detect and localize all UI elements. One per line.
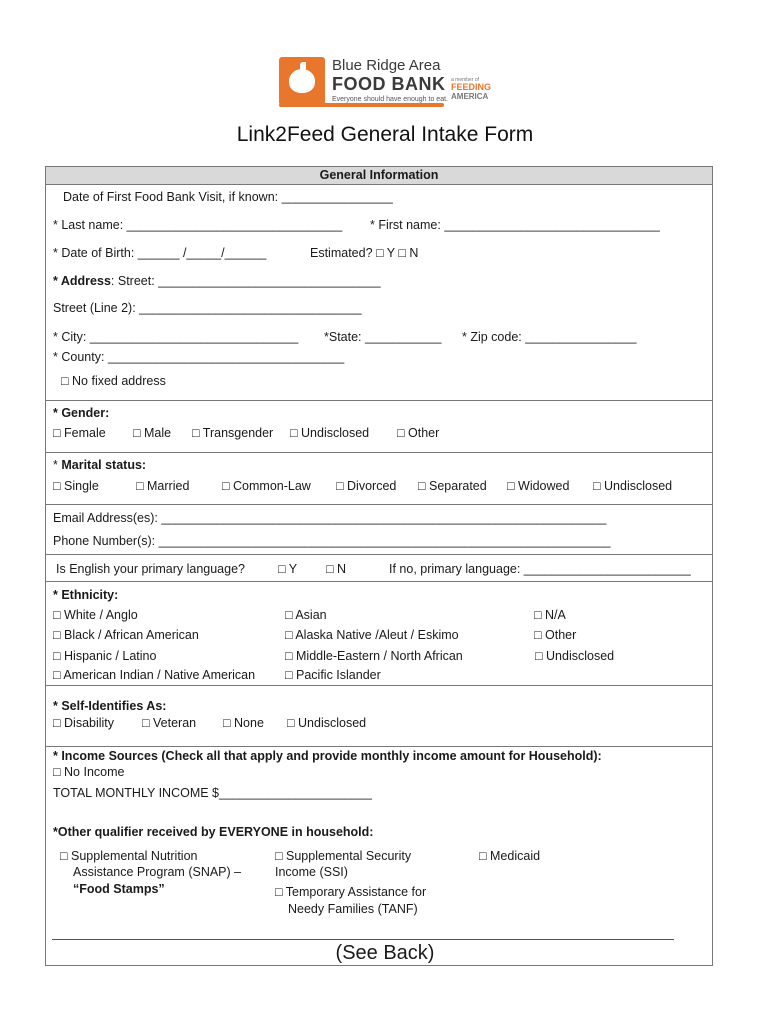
divider — [46, 685, 712, 686]
first-name-field[interactable]: * First name: _______________________________ — [370, 218, 660, 232]
marital-option-separated[interactable]: □ Separated — [418, 479, 487, 493]
ssi-checkbox[interactable]: □ Supplemental Security — [275, 849, 412, 863]
ssi-line2: Income (SSI) — [275, 865, 348, 879]
gender-option-undisclosed[interactable]: □ Undisclosed — [290, 426, 370, 440]
logo-swoosh — [279, 103, 444, 107]
street2-field[interactable]: Street (Line 2): ________________________________ — [53, 301, 362, 315]
divider — [46, 504, 712, 505]
feeding-america-logo: a member of FEEDING AMERICA — [451, 77, 492, 101]
marital-option-divorced[interactable]: □ Divorced — [336, 479, 397, 493]
medicaid-checkbox[interactable]: □ Medicaid — [479, 849, 541, 863]
gender-option-other[interactable]: □ Other — [397, 426, 440, 440]
gender-option-transgender[interactable]: □ Transgender — [192, 426, 274, 440]
dob-field[interactable]: * Date of Birth: ______ /_____/______ — [53, 246, 267, 260]
divider — [46, 452, 712, 453]
zip-field[interactable]: * Zip code: ________________ — [462, 330, 637, 344]
logo-tagline: Everyone should have enough to eat. — [332, 96, 448, 103]
ethnicity-option[interactable]: □ American Indian / Native American — [53, 668, 256, 682]
language-question: Is English your primary language? — [56, 562, 245, 576]
last-name-field[interactable]: * Last name: _______________________________ — [53, 218, 343, 232]
self-identifies-option[interactable]: □ Disability — [53, 716, 115, 730]
income-label: * Income Sources (Check all that apply and provide monthly income amount for Household): — [53, 749, 602, 763]
ethnicity-option[interactable]: □ Hispanic / Latino — [53, 649, 157, 663]
ethnicity-option[interactable]: □ N/A — [534, 608, 566, 622]
address-street-field[interactable]: : Street: ________________________________ — [110, 274, 381, 288]
gender-option-male[interactable]: □ Male — [133, 426, 172, 440]
section-header: General Information — [319, 168, 439, 182]
ethnicity-option[interactable]: □ Undisclosed — [535, 649, 615, 663]
tanf-checkbox[interactable]: □ Temporary Assistance for — [275, 885, 427, 899]
address-label: * Address — [53, 274, 111, 288]
signature-line — [52, 939, 674, 940]
ethnicity-option[interactable]: □ Black / African American — [53, 628, 199, 642]
marital-option-common-law[interactable]: □ Common-Law — [222, 479, 311, 493]
state-field[interactable]: *State: ___________ — [324, 330, 442, 344]
county-field[interactable]: * County: __________________________________ — [53, 350, 345, 364]
ethnicity-option[interactable]: □ Pacific Islander — [285, 668, 381, 682]
ethnicity-option[interactable]: □ Other — [534, 628, 577, 642]
ethnicity-option[interactable]: □ Alaska Native /Aleut / Eskimo — [285, 628, 459, 642]
first-visit-field[interactable]: Date of First Food Bank Visit, if known: ________________ — [63, 190, 393, 204]
address-row[interactable] — [53, 274, 381, 288]
gender-label: * Gender: — [53, 406, 110, 420]
self-identifies-option[interactable]: □ Undisclosed — [287, 716, 367, 730]
ethnicity-option[interactable]: □ Asian — [285, 608, 327, 622]
page-title: Link2Feed General Intake Form — [236, 123, 534, 146]
ethnicity-option[interactable]: □ White / Anglo — [53, 608, 138, 622]
logo-line2: FOOD BANK — [332, 74, 446, 94]
snap-line2: Assistance Program (SNAP) – — [73, 865, 242, 879]
primary-language-field[interactable]: If no, primary language: ________________________ — [389, 562, 691, 576]
marital-option-undisclosed[interactable]: □ Undisclosed — [593, 479, 673, 493]
email-field[interactable]: Email Address(es): ________________________________________________________________ — [53, 511, 607, 525]
phone-field[interactable]: Phone Number(s): _________________________________________________________________ — [53, 534, 611, 548]
apple-icon — [279, 57, 325, 105]
gender-option-female[interactable]: □ Female — [53, 426, 106, 440]
self-identifies-option[interactable]: □ None — [223, 716, 264, 730]
marital-option-single[interactable]: □ Single — [53, 479, 99, 493]
food-bank-logo — [279, 55, 497, 111]
estimated-field[interactable]: Estimated? □ Y □ N — [310, 246, 419, 260]
language-yes-checkbox[interactable]: □ Y — [278, 562, 298, 576]
total-income-field[interactable]: TOTAL MONTHLY INCOME $______________________ — [53, 786, 372, 800]
see-back-text: (See Back) — [335, 942, 435, 964]
snap-line3: “Food Stamps” — [73, 882, 165, 896]
marital-option-married[interactable]: □ Married — [136, 479, 190, 493]
self-identifies-option[interactable]: □ Veteran — [142, 716, 197, 730]
ethnicity-option[interactable]: □ Middle-Eastern / North African — [285, 649, 463, 663]
other-qualifier-label: *Other qualifier received by EVERYONE in household: — [53, 825, 374, 839]
divider — [46, 581, 712, 582]
marital-label: * Marital status: — [53, 458, 147, 472]
marital-option-widowed[interactable]: □ Widowed — [507, 479, 570, 493]
ethnicity-label: * Ethnicity: — [53, 588, 119, 602]
logo-line1: Blue Ridge Area — [332, 57, 441, 74]
self-identifies-label: * Self-Identifies As: — [53, 699, 167, 713]
city-field[interactable]: * City: ______________________________ — [53, 330, 299, 344]
no-fixed-address-checkbox[interactable]: □ No fixed address — [61, 374, 166, 388]
no-income-checkbox[interactable]: □ No Income — [53, 765, 125, 779]
snap-checkbox[interactable]: □ Supplemental Nutrition — [60, 849, 198, 863]
divider — [46, 400, 712, 401]
language-no-checkbox[interactable]: □ N — [326, 562, 347, 576]
tanf-line2: Needy Families (TANF) — [288, 902, 418, 916]
divider — [46, 746, 712, 747]
divider — [46, 554, 712, 555]
